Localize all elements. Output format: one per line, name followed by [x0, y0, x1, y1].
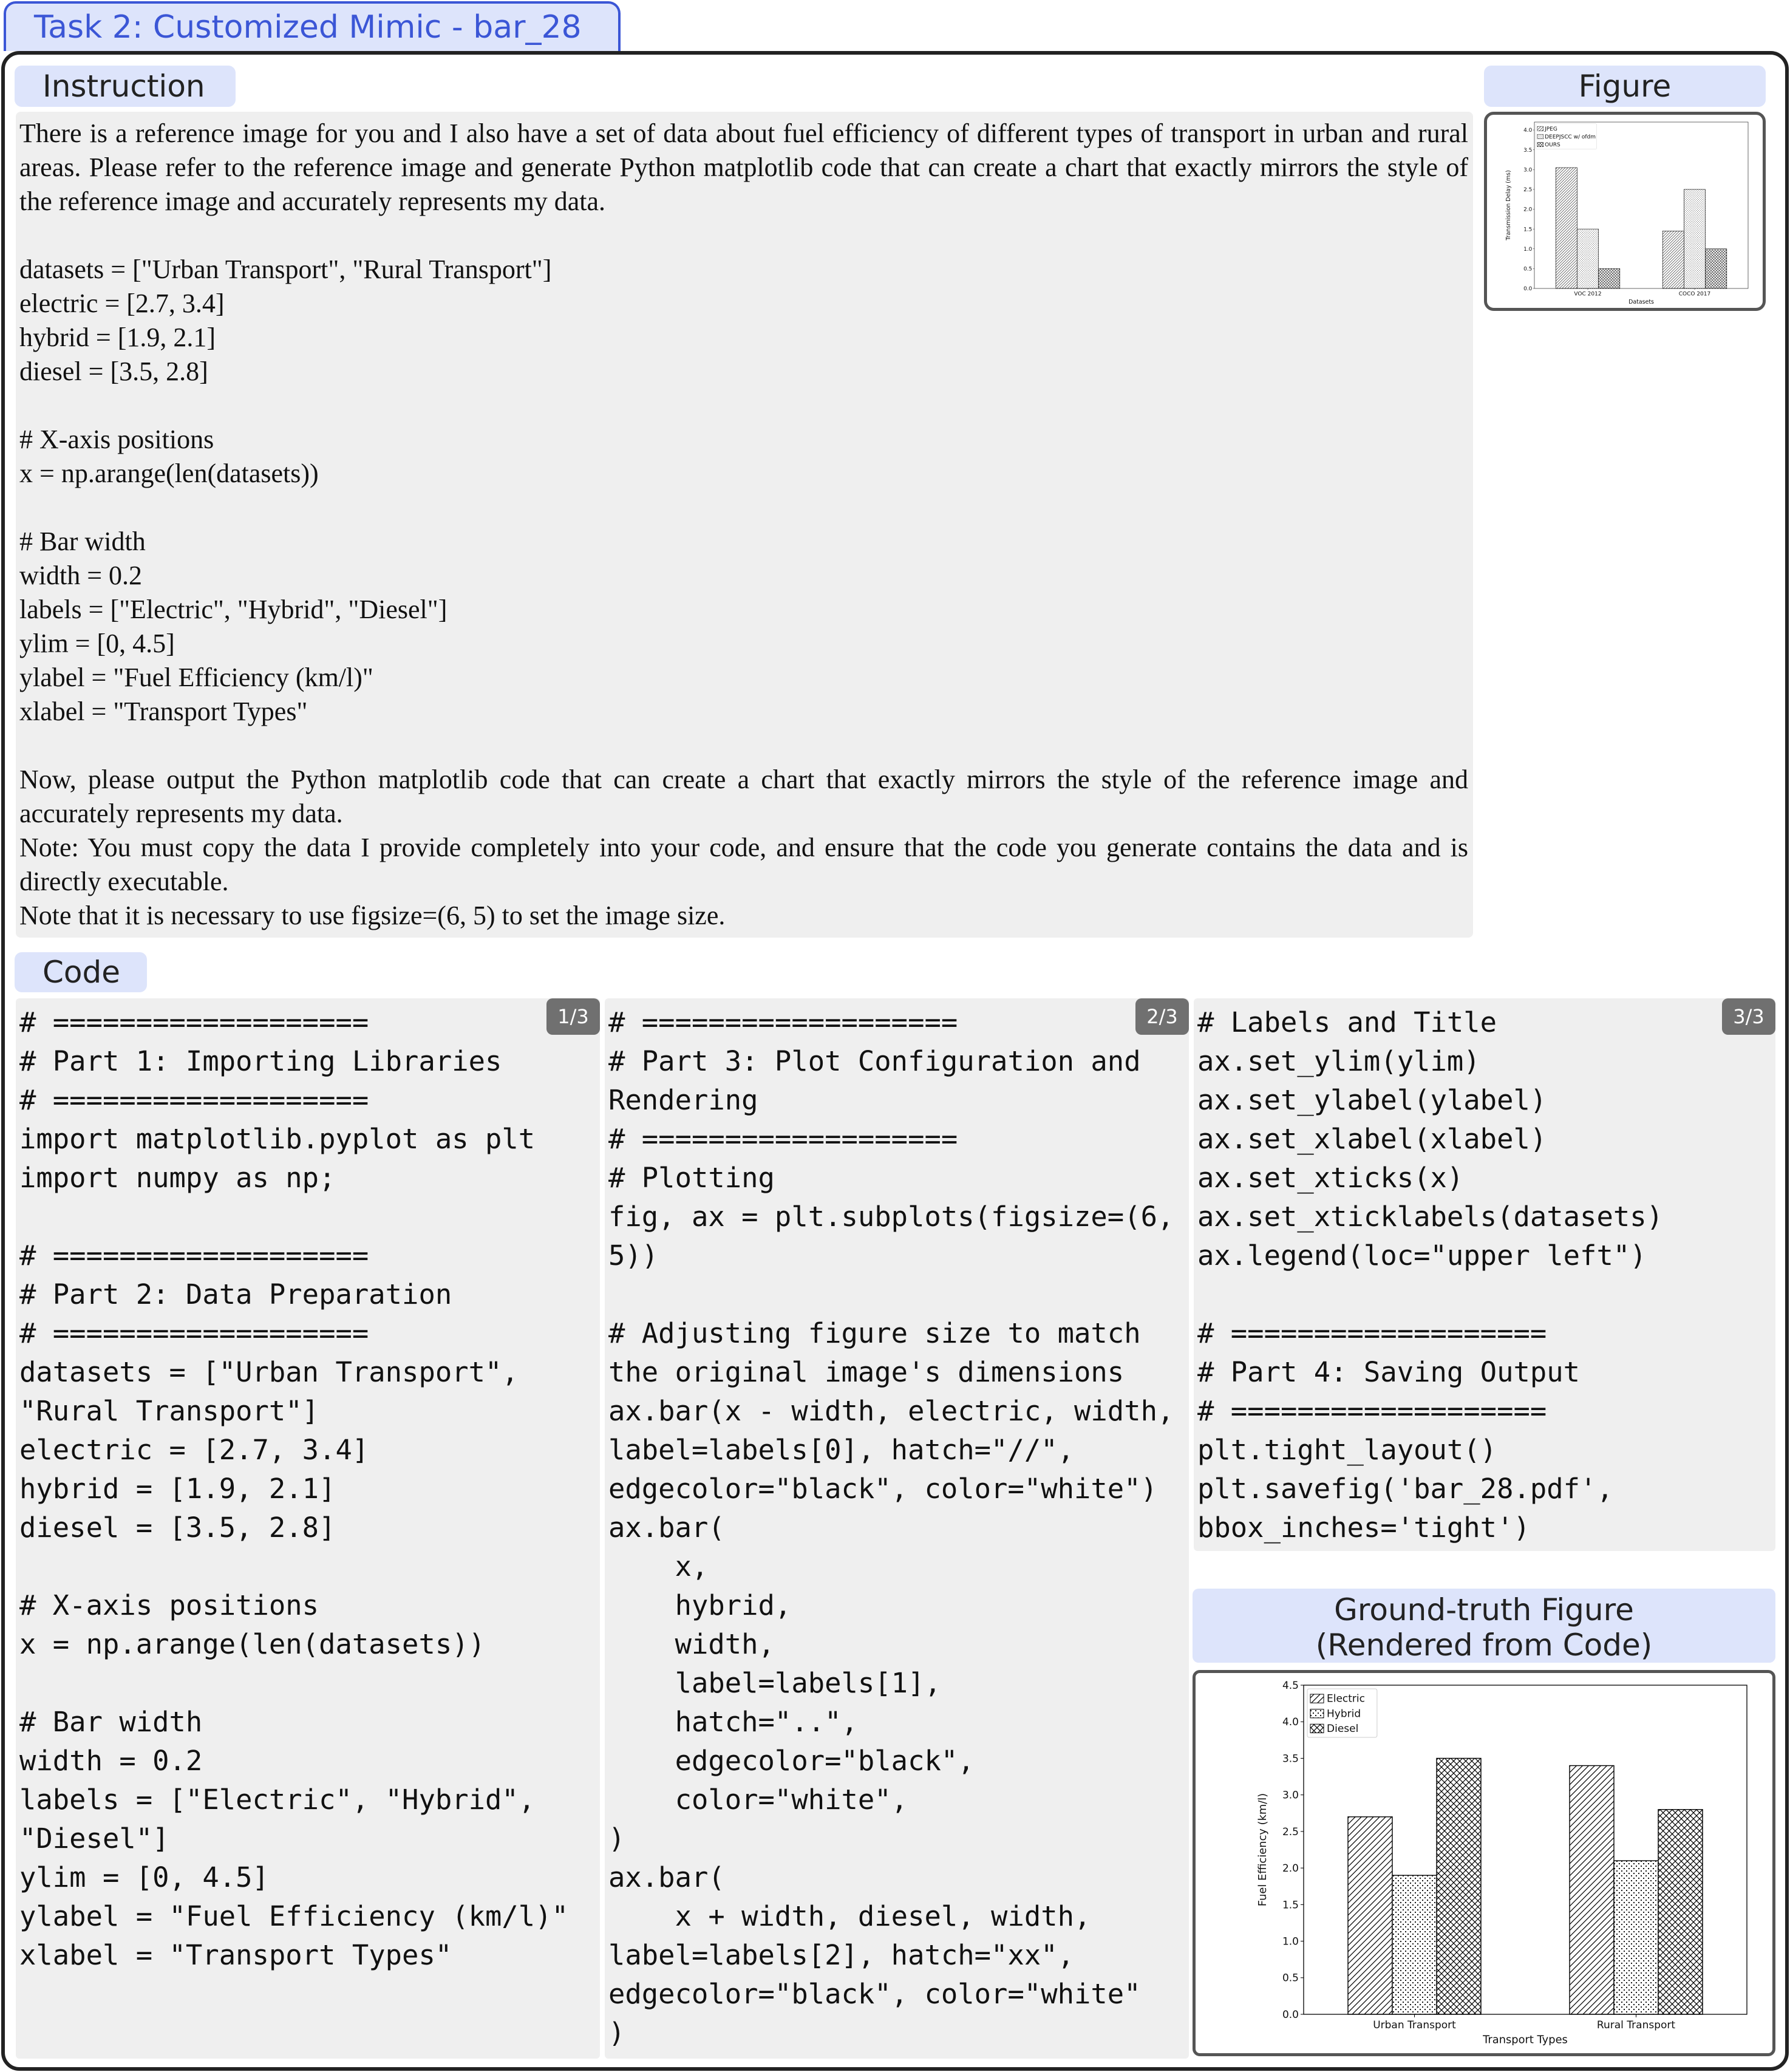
bar-ours	[1706, 249, 1727, 288]
instruction-line: There is a reference image for you and I also have a set of data about fuel efficiency of different types of transport in urban and rural areas. Please refer to the reference image and generate Python matplotlib code that can create a chart that exactly mirrors the style of the reference image and accurately represents my data.	[19, 118, 1475, 216]
code-line: plt.tight_layout()	[1197, 1434, 1497, 1466]
code-line: diesel = [3.5, 2.8]	[19, 1511, 336, 1544]
code-line: width,	[608, 1628, 775, 1660]
code-line: # Bar width	[19, 1706, 203, 1738]
ground-truth-title: Ground-truth Figure	[1334, 1592, 1634, 1627]
code-line: # ===================	[608, 1006, 958, 1038]
instruction-line: Now, please output the Python matplotlib code that can create a chart that exactly mirrors the style of the reference image and accurately represents my data.	[19, 765, 1475, 828]
y-tick-label: 0.0	[1523, 286, 1533, 293]
ground-truth-chart	[1196, 1673, 1772, 2053]
y-tick-label: 2.0	[1282, 1862, 1299, 1875]
code-line	[19, 1547, 596, 1586]
code-line: hybrid = [1.9, 2.1]	[19, 1473, 336, 1505]
code-line: x + width, diesel, width,	[608, 1900, 1091, 1932]
code-line	[19, 1198, 596, 1236]
blank-line	[19, 491, 1468, 525]
code-line: hatch="..",	[608, 1706, 858, 1738]
code-line: ylabel = "Fuel Efficiency (km/l)"	[19, 1900, 568, 1932]
code-line: xlabel = "Transport Types"	[19, 1939, 452, 1971]
y-tick-label: 0.5	[1282, 1972, 1299, 1985]
bar-ours	[1599, 268, 1620, 288]
instruction-line: labels = ["Electric", "Hybrid", "Diesel"]	[19, 595, 447, 624]
code-line: ax.set_ylabel(ylabel)	[1197, 1084, 1547, 1116]
code-line: hybrid,	[608, 1589, 792, 1621]
y-tick-label: 3.5	[1282, 1753, 1299, 1765]
code-line: labels = ["Electric", "Hybrid",	[19, 1784, 536, 1816]
y-tick-label: 3.0	[1282, 1789, 1299, 1802]
code-line: label=labels[1],	[608, 1667, 941, 1699]
bar-hybrid	[1614, 1861, 1658, 2014]
x-tick-label: COCO 2017	[1678, 291, 1711, 298]
reference-chart	[1487, 115, 1763, 308]
page-badge: 2/3	[1135, 998, 1189, 1035]
code-line: # ===================	[19, 1317, 369, 1349]
bar-diesel	[1658, 1810, 1703, 2014]
code-line	[608, 1275, 1185, 1314]
legend-label: DEEPJSCC w/ ofdm	[1545, 134, 1596, 140]
legend-swatch	[1310, 1694, 1324, 1703]
x-axis-label: Transport Types	[1483, 2033, 1568, 2046]
code-line: fig, ax = plt.subplots(figsize=(6,	[608, 1201, 1174, 1233]
code-block	[605, 998, 1189, 2053]
legend-label: JPEG	[1545, 126, 1557, 132]
instruction-line: # Bar width	[19, 527, 146, 556]
code-line: # Part 1: Importing Libraries	[19, 1045, 502, 1077]
page-badge: 1/3	[546, 998, 600, 1035]
code-line: ax.set_xlabel(xlabel)	[1197, 1123, 1547, 1155]
code-line: edgecolor="black",	[608, 1745, 975, 1777]
code-label: Code	[15, 952, 147, 992]
instruction-line: ylim = [0, 4.5]	[19, 629, 175, 658]
code-block	[16, 998, 600, 1975]
instruction-line: diesel = [3.5, 2.8]	[19, 356, 208, 386]
y-tick-label: 0.5	[1523, 266, 1533, 273]
reference-figure	[1484, 112, 1766, 311]
code-line: # ===================	[1197, 1395, 1547, 1427]
legend-label: OURS	[1545, 141, 1560, 148]
legend-label: Hybrid	[1327, 1708, 1361, 1720]
code-line: ax.set_xticks(x)	[1197, 1162, 1464, 1194]
y-tick-label: 2.5	[1523, 187, 1533, 194]
x-tick-label: Rural Transport	[1596, 2019, 1676, 2031]
code-line: # ===================	[1197, 1317, 1547, 1349]
code-line: color="white",	[608, 1784, 908, 1816]
instruction-line: x = np.arange(len(datasets))	[19, 458, 319, 488]
instruction-line: ylabel = "Fuel Efficiency (km/l)"	[19, 663, 373, 692]
code-line	[19, 1664, 596, 1703]
code-line: # X-axis positions	[19, 1589, 319, 1621]
y-tick-label: 4.0	[1282, 1716, 1299, 1729]
instruction-line: width = 0.2	[19, 561, 143, 590]
x-tick-label: VOC 2012	[1574, 291, 1602, 298]
code-line: ax.set_xticklabels(datasets)	[1197, 1201, 1664, 1233]
code-line: # Adjusting figure size to match	[608, 1317, 1141, 1349]
code-line: plt.savefig('bar_28.pdf',	[1197, 1473, 1613, 1505]
code-line: "Diesel"]	[19, 1822, 169, 1855]
code-line: # Part 2: Data Preparation	[19, 1278, 452, 1310]
bar-electric	[1570, 1765, 1614, 2014]
code-line: # Plotting	[608, 1162, 775, 1194]
bar-deepjscc-w-ofdm	[1684, 189, 1705, 288]
y-tick-label: 4.5	[1282, 1679, 1299, 1692]
y-tick-label: 3.0	[1523, 167, 1533, 174]
ground-truth-label	[1193, 1589, 1775, 1663]
code-line: # Part 3: Plot Configuration and	[608, 1045, 1141, 1077]
y-axis-label: Transmission Delay (ms)	[1505, 170, 1512, 240]
y-tick-label: 3.5	[1523, 147, 1533, 154]
code-line: )	[608, 2017, 625, 2049]
figure-label: Figure	[1484, 66, 1766, 107]
bar-electric	[1348, 1817, 1392, 2014]
y-tick-label: 4.0	[1523, 128, 1533, 134]
code-line: import matplotlib.pyplot as plt	[19, 1123, 536, 1155]
legend-swatch	[1310, 1724, 1324, 1733]
task-title-tab: Task 2: Customized Mimic - bar_28	[4, 1, 621, 51]
code-line: # ===================	[19, 1239, 369, 1272]
code-panel-1	[16, 998, 600, 2059]
legend-swatch	[1537, 142, 1543, 147]
code-line: "Rural Transport"]	[19, 1395, 319, 1427]
legend-swatch	[1537, 126, 1543, 131]
instruction-line: Note: You must copy the data I provide completely into your code, and ensure that the code you generate contains the data and is directly executable.	[19, 833, 1475, 896]
instruction-line: datasets = ["Urban Transport", "Rural Transport"]	[19, 254, 552, 284]
bar-diesel	[1437, 1758, 1481, 2014]
code-panel-2	[605, 998, 1189, 2059]
instruction-text-box	[16, 112, 1473, 938]
code-line: edgecolor="black", color="white"	[608, 1978, 1141, 2010]
bar-jpeg	[1662, 231, 1684, 288]
y-axis-label: Fuel Efficiency (km/l)	[1256, 1793, 1269, 1907]
blank-line	[19, 389, 1468, 423]
y-tick-label: 0.0	[1282, 2008, 1299, 2021]
instruction-line: hybrid = [1.9, 2.1]	[19, 322, 216, 352]
code-line: edgecolor="black", color="white")	[608, 1473, 1157, 1505]
code-line: # Part 4: Saving Output	[1197, 1356, 1581, 1388]
code-line	[1197, 1275, 1772, 1314]
code-line: # ===================	[19, 1084, 369, 1116]
code-line: ax.legend(loc="upper left")	[1197, 1239, 1647, 1272]
bar-deepjscc-w-ofdm	[1577, 229, 1598, 288]
code-line: datasets = ["Urban Transport",	[19, 1356, 519, 1388]
legend-label: Electric	[1327, 1692, 1365, 1705]
legend-swatch	[1310, 1709, 1324, 1718]
code-line: )	[608, 1822, 625, 1855]
legend-label: Diesel	[1327, 1723, 1359, 1736]
code-line: 5))	[608, 1239, 659, 1272]
y-tick-label: 1.5	[1282, 1899, 1299, 1912]
instruction-line: # X-axis positions	[19, 424, 214, 454]
code-line: ax.bar(x - width, electric, width,	[608, 1395, 1174, 1427]
code-line: bbox_inches='tight')	[1197, 1511, 1530, 1544]
bar-jpeg	[1556, 168, 1577, 288]
code-line: ylim = [0, 4.5]	[19, 1861, 269, 1893]
code-line: the original image's dimensions	[608, 1356, 1125, 1388]
code-line: # ===================	[608, 1123, 958, 1155]
code-line: ax.bar(	[608, 1511, 725, 1544]
instruction-line: electric = [2.7, 3.4]	[19, 288, 225, 318]
code-line: ax.bar(	[608, 1861, 725, 1893]
code-line: ax.set_ylim(ylim)	[1197, 1045, 1480, 1077]
code-line: Rendering	[608, 1084, 758, 1116]
y-tick-label: 1.0	[1523, 246, 1533, 253]
page-badge: 3/3	[1722, 998, 1775, 1035]
code-line: label=labels[0], hatch="//",	[608, 1434, 1075, 1466]
code-line: width = 0.2	[19, 1745, 203, 1777]
ground-truth-figure	[1193, 1670, 1775, 2056]
x-axis-label: Datasets	[1628, 298, 1654, 305]
ground-truth-subtitle: (Rendered from Code)	[1315, 1627, 1653, 1663]
code-line: import numpy as np;	[19, 1162, 336, 1194]
y-tick-label: 2.5	[1282, 1825, 1299, 1838]
code-panel-3	[1194, 998, 1775, 1551]
bar-hybrid	[1392, 1875, 1437, 2014]
code-line: # ===================	[19, 1006, 369, 1038]
y-tick-label: 1.5	[1523, 227, 1533, 233]
instruction-line: xlabel = "Transport Types"	[19, 697, 308, 726]
code-line: x,	[608, 1550, 709, 1583]
blank-line	[19, 219, 1468, 253]
y-tick-label: 2.0	[1523, 206, 1533, 213]
x-tick-label: Urban Transport	[1373, 2019, 1456, 2031]
y-tick-label: 1.0	[1282, 1935, 1299, 1948]
code-line: electric = [2.7, 3.4]	[19, 1434, 369, 1466]
instruction-label: Instruction	[15, 66, 236, 107]
legend-swatch	[1537, 134, 1543, 139]
code-block	[1194, 998, 1775, 1547]
code-line: # Labels and Title	[1197, 1006, 1497, 1038]
instruction-line: Note that it is necessary to use figsize=(6, 5) to set the image size.	[19, 901, 726, 930]
blank-line	[19, 729, 1468, 763]
code-line: x = np.arange(len(datasets))	[19, 1628, 486, 1660]
code-line: label=labels[2], hatch="xx",	[608, 1939, 1075, 1971]
